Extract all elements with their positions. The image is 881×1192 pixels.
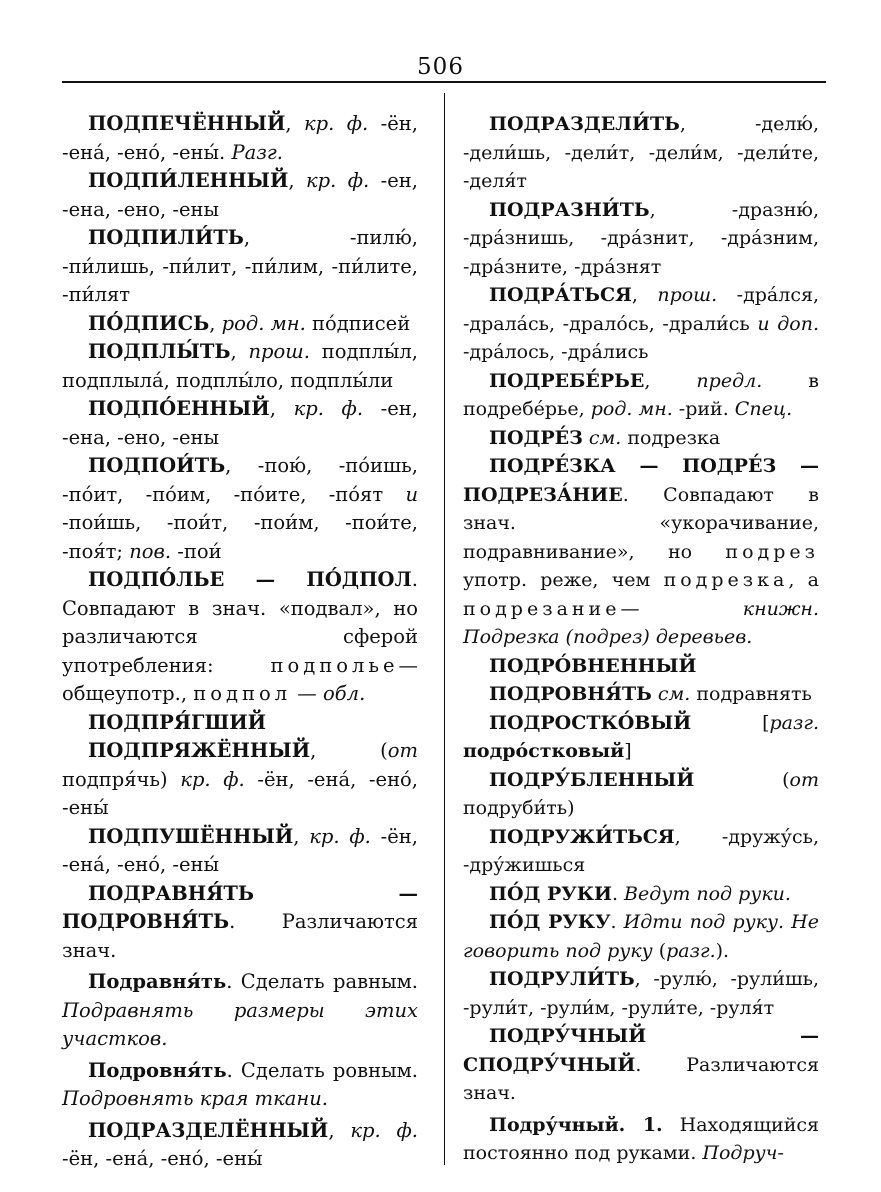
- headword: ПОДПИЛИ́ТЬ: [88, 226, 244, 249]
- headword: ПОДПРЯЖЁННЫЙ: [88, 739, 311, 762]
- dictionary-entry: [62, 880, 418, 966]
- headword: Подравня́ть: [88, 970, 227, 993]
- entry-text: . Совпадают в знач. «укорачивание, подравнивание», но: [463, 483, 819, 563]
- dictionary-entry: [62, 310, 418, 339]
- dictionary-entry: [463, 766, 819, 823]
- dictionary-entry: [463, 709, 819, 766]
- italic-note: кр. ф.: [304, 112, 369, 135]
- italic-note: Спец.: [734, 398, 793, 420]
- headword: ПОДРАЗДЕЛЁННЫЙ: [88, 1118, 329, 1142]
- headword: ПОДРА́ТЬСЯ: [489, 284, 632, 306]
- dictionary-entry: [62, 110, 418, 167]
- dictionary-entry: [62, 1117, 418, 1174]
- dictionary-entry: [463, 823, 819, 880]
- entry-text: , -пилю́, -пи́лишь, -пи́лит, -пи́лим, -пи́лите, -пи́лят: [62, 226, 418, 306]
- entry-text: , -пою́, -по́ишь, -по́ит, -по́им, -по́ите, -по́ят: [62, 454, 418, 506]
- headword: ПОДПУШЁННЫЙ: [88, 824, 294, 848]
- dictionary-entry: [463, 1022, 819, 1108]
- spaced-term: подполье: [270, 653, 399, 677]
- entry-text: , -дружу́сь, -дру́жишься: [463, 825, 819, 876]
- page-number: 506: [417, 54, 464, 80]
- italic-note: Идти под руку. Не говорить под руку: [463, 911, 819, 962]
- entry-text: — общеупотр.,: [62, 653, 418, 705]
- left-column: [62, 110, 418, 1174]
- header-rule: [62, 81, 826, 83]
- italic-note: Подравнять размеры этих участков.: [62, 998, 418, 1050]
- entry-text: -ен, -ена, -ено, -ены: [62, 169, 418, 221]
- entry-text: ,: [288, 169, 307, 192]
- headword: ПОДРУЛИ́ТЬ: [489, 968, 635, 990]
- entry-text: подруби́ть): [463, 797, 575, 819]
- dictionary-entry: [463, 965, 819, 1022]
- dictionary-entry: [463, 880, 819, 909]
- entry-text: ,: [631, 284, 658, 306]
- headword: ПОДПИ́ЛЕННЫЙ: [88, 169, 289, 192]
- dictionary-entry: [62, 823, 418, 880]
- italic-note: и: [405, 482, 418, 506]
- dictionary-entry: [62, 968, 418, 1054]
- spaced-term: подпол: [193, 682, 292, 705]
- headword: ПО́Д РУКИ: [489, 882, 612, 905]
- headword: ПОДРАЗНИ́ТЬ: [489, 198, 650, 221]
- entry-text: -ён, -ена́, -ено́, -ены́.: [62, 112, 418, 164]
- italic-note: см.: [657, 683, 691, 705]
- headword: ПОДПО́ЛЬЕ — ПО́ДПОЛ: [88, 568, 412, 591]
- italic-note: Ведут под руки.: [624, 882, 791, 905]
- spaced-term: подрезка: [663, 569, 789, 591]
- entry-text: . Совпадают в знач. «подвал», но различаются сферой употребления:: [62, 568, 418, 677]
- spaced-term: подрез: [725, 540, 819, 563]
- headword: ПОДРОСТКО́ВЫЙ: [489, 711, 692, 734]
- italic-note: прош.: [248, 340, 310, 363]
- italic-note: кр. ф.: [293, 397, 364, 420]
- headword: ПО́Д РУКУ: [489, 911, 611, 933]
- italic-note: Подровнять края ткани.: [62, 1087, 328, 1110]
- entry-text: по́дписей: [305, 311, 411, 335]
- dictionary-entry: [62, 452, 418, 566]
- entry-text: (: [694, 768, 790, 791]
- dictionary-entry: [463, 680, 819, 709]
- entry-text: употр. реже, чем: [463, 569, 664, 591]
- entry-text: —: [291, 682, 324, 705]
- italic-note: кр. ф.: [350, 1118, 418, 1142]
- headword: ПОДПО́ЕННЫЙ: [88, 397, 270, 420]
- entry-text: ,: [285, 112, 305, 135]
- italic-note: см.: [588, 426, 622, 449]
- dictionary-entry: [463, 424, 819, 453]
- entry-text: -пои́шь, -пои́т, -пои́м, -пои́те, -поя́т;: [62, 511, 418, 563]
- dictionary-entry: [62, 566, 418, 709]
- dictionary-entry: [463, 367, 819, 424]
- headword: ПОДРОВНЯ́ТЬ: [489, 683, 652, 705]
- entry-text: -ён, -ена́, -ено́, -ены́: [62, 1147, 263, 1170]
- dictionary-entry: [463, 281, 819, 367]
- italic-note: кр. ф.: [309, 824, 371, 848]
- entry-text: подплы́л, подплыла́, подплы́ло, подплы́ли: [62, 340, 418, 392]
- headword: ПОДРЕ́ЗКА — ПОДРЕ́З — ПОДРЕЗА́НИЕ: [463, 455, 819, 506]
- italic-note: от: [789, 768, 819, 791]
- italic-note: Разг.: [231, 140, 283, 164]
- dictionary-entry: [463, 196, 819, 282]
- entry-text: -пои́: [171, 539, 222, 563]
- entry-text: [: [691, 711, 770, 734]
- entry-text: .: [611, 882, 625, 905]
- entry-text: —: [620, 597, 743, 620]
- entry-text: , -дразню́, -дра́знишь, -дра́знит, -дра́зним, -дра́зните, -дра́знят: [463, 198, 819, 278]
- headword: Подру́чный. 1.: [489, 1113, 663, 1136]
- headword: ПОДРЕБЕ́РЬЕ: [489, 369, 645, 392]
- entry-text: в подребе́рье,: [463, 369, 819, 420]
- dictionary-entry: [463, 1111, 819, 1168]
- headword: ПОДРЕ́З: [489, 426, 583, 449]
- entry-text: , (: [310, 739, 388, 762]
- spaced-term: подрезание: [463, 597, 621, 620]
- entry-text: ,: [269, 397, 294, 420]
- entry-text: . Различаются знач.: [62, 910, 418, 962]
- entry-text: -дра́лся, -драла́сь, -драло́сь, -драли́сь: [463, 284, 819, 335]
- headword: ПОДРАЗДЕЛИ́ТЬ: [489, 113, 680, 135]
- headword: ПОДРАВНЯ́ТЬ — ПОДРОВНЯ́ТЬ: [62, 881, 418, 933]
- column-divider: [444, 93, 445, 1165]
- headword: ПО́ДПИСЬ: [88, 311, 210, 335]
- entry-text: ]: [624, 740, 632, 762]
- entry-text: -дра́лось, -дра́лись: [463, 341, 649, 363]
- headword: ПОДРУ́БЛЕННЫЙ: [489, 768, 695, 791]
- headword: ПОДРО́ВНЕННЫЙ: [489, 654, 697, 677]
- italic-note: разг.: [666, 939, 716, 962]
- entry-text: -рий.: [672, 398, 735, 420]
- entry-text: Находящийся постоянно под руками.: [463, 1113, 819, 1164]
- entry-text: ,: [328, 1118, 351, 1142]
- entry-text: (: [652, 939, 667, 962]
- italic-note: род. мн.: [590, 398, 673, 420]
- dictionary-entry: [463, 908, 819, 965]
- headword: подро́стковый: [463, 740, 625, 762]
- entry-text: ).: [715, 939, 730, 962]
- dictionary-entry: [62, 224, 418, 310]
- entry-text: , а: [788, 569, 819, 591]
- italic-note: предл.: [696, 369, 763, 392]
- italic-note: от: [387, 739, 418, 762]
- headword: Подровня́ть: [88, 1058, 227, 1082]
- italic-note: кр. ф.: [180, 767, 245, 791]
- entry-text: ,: [209, 311, 222, 335]
- entry-text: -ён, -ена́, -ено́, -ены́: [62, 767, 418, 819]
- italic-note: Подруч-: [702, 1142, 784, 1164]
- dictionary-entry: [62, 395, 418, 452]
- entry-text: ,: [644, 369, 697, 392]
- italic-note: прош.: [657, 284, 718, 306]
- dictionary-entry: [463, 110, 819, 196]
- italic-note: кр. ф.: [306, 169, 370, 192]
- dictionary-entry: [463, 652, 819, 681]
- entry-text: -ён, -ена́, -ено́, -ены́: [62, 824, 418, 876]
- dictionary-entry: [62, 338, 418, 395]
- entry-text: . Сделать ровным.: [226, 1058, 418, 1082]
- dictionary-entry: [62, 167, 418, 224]
- italic-note: книжн. Подрезка (подрез) деревьев.: [463, 597, 819, 648]
- entry-text: , -рулю́, -рули́шь, -рули́т, -рули́м, -рули́те, -руля́т: [463, 968, 819, 1019]
- dictionary-entry: [463, 452, 819, 652]
- entry-text: ,: [230, 340, 249, 363]
- dictionary-entry: [62, 1057, 418, 1114]
- italic-note: пов.: [129, 539, 172, 563]
- entry-text: -ен, -ена, -ено, -ены: [62, 397, 418, 449]
- entry-text: . Сделать равным.: [226, 970, 418, 993]
- entry-text: . Различаются знач.: [463, 1053, 819, 1104]
- right-column: [463, 110, 819, 1168]
- italic-note: разг.: [769, 711, 819, 734]
- italic-note: обл.: [323, 682, 366, 705]
- dictionary-entry: [62, 737, 418, 823]
- entry-text: .: [610, 911, 624, 933]
- italic-note: и доп.: [757, 312, 819, 335]
- headword: ПОДПЕЧЁННЫЙ: [88, 112, 286, 135]
- headword: ПОДРУ́ЧНЫЙ — СПОДРУ́ЧНЫЙ: [463, 1025, 819, 1076]
- headword: ПОДПЛЫ́ТЬ: [88, 340, 231, 363]
- headword: ПОДПРЯ́ГШИЙ: [88, 710, 267, 734]
- entry-text: ,: [293, 824, 310, 848]
- italic-note: род. мн.: [221, 311, 306, 335]
- entry-text: подравнять: [690, 683, 812, 705]
- entry-text: подпря́чь): [62, 767, 181, 791]
- dictionary-entry: [62, 709, 418, 738]
- entry-text: подрезка: [621, 426, 721, 449]
- headword: ПОДПОИ́ТЬ: [88, 454, 226, 477]
- headword: ПОДРУЖИ́ТЬСЯ: [489, 825, 675, 848]
- entry-text: , -делю́, -дели́шь, -дели́т, -дели́м, -дели́те, -деля́т: [463, 113, 819, 192]
